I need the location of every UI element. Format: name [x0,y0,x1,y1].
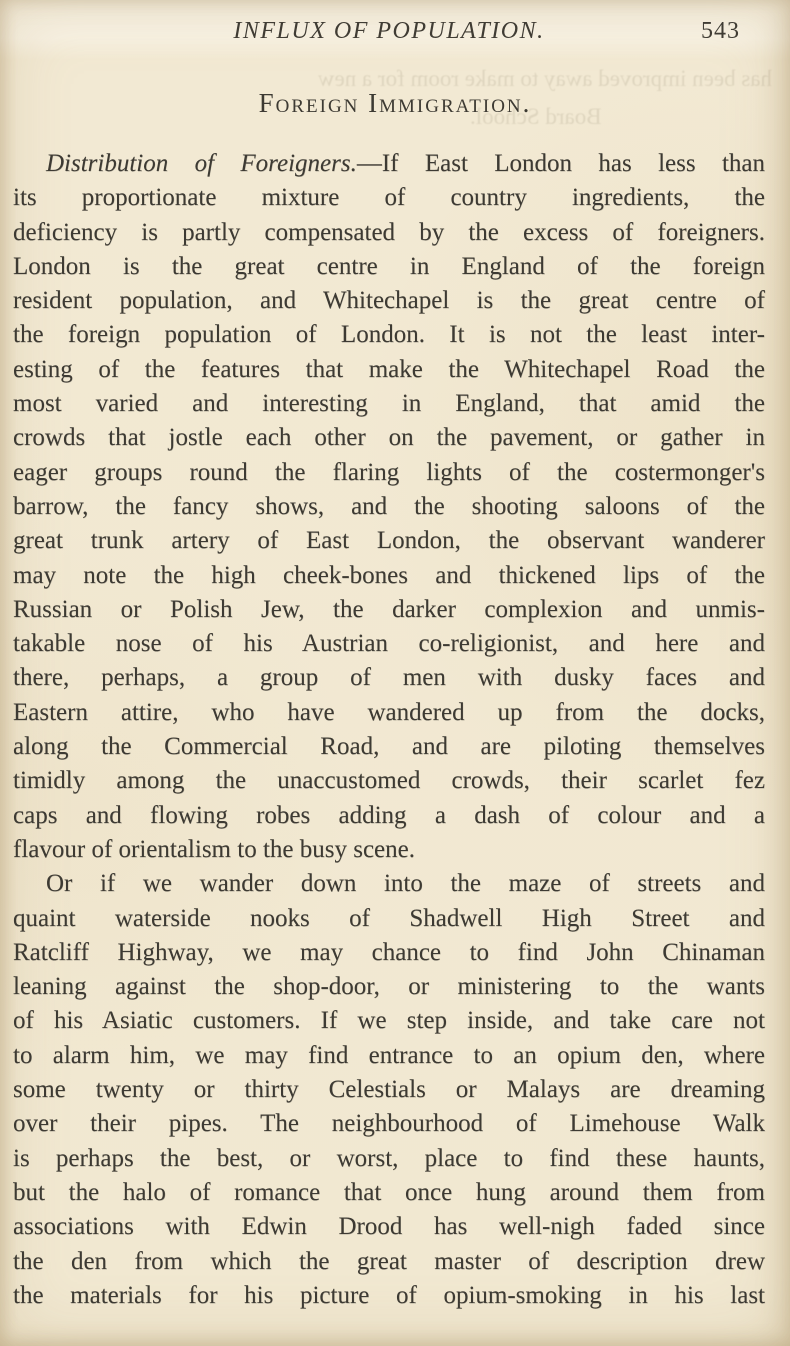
verso-bleed-through-text: Board School. [470,104,602,129]
text-line: Or if we wander down into the maze of streets and [46,870,765,898]
page-number: 543 [701,18,740,44]
paragraph [13,147,765,867]
text-line: there, perhaps, a group of men with dusky faces and [13,664,765,692]
text-line: is perhaps the best, or worst, place to find these haunts, [13,1144,765,1172]
text-line: deficiency is partly compensated by the excess of foreigners. [13,218,765,246]
text-line: may note the high cheek-bones and thickened lips of the [13,561,765,589]
text-line: Russian or Polish Jew, the darker complexion and unmis- [13,595,765,623]
text-line: great trunk artery of East London, the observant wanderer [13,527,765,555]
text-line: eager groups round the flaring lights of the costermonger's [13,458,765,486]
text-line: the den from which the great master of description drew [13,1247,765,1275]
text-line: resident population, and Whitechapel is the great centre of [13,287,765,315]
text-line: leaning against the shop-door, or ministering to the wants [13,973,765,1001]
text-line: the materials for his picture of opium-smoking in his last [13,1281,765,1309]
text-line: over their pipes. The neighbourhood of Limehouse Walk [13,1110,765,1138]
text-line: quaint waterside nooks of Shadwell High Street and [13,904,765,932]
text-line: London is the great centre in England of the foreign [13,252,765,280]
text-line: some twenty or thirty Celestials or Malays are dreaming [13,1076,765,1104]
text-line: Distribution of Foreigners.—If East London has less than [46,150,765,177]
text-line: associations with Edwin Drood has well-nigh faded since [13,1213,765,1241]
running-header-row [14,18,764,48]
section-heading: Foreign Immigration. [258,88,532,118]
text-line: but the halo of romance that once hung around them from [13,1178,765,1206]
text-line: Eastern attire, who have wandered up from the docks, [13,698,765,726]
text-line: to alarm him, we may find entrance to an opium den, where [13,1041,765,1069]
text-line: caps and flowing robes adding a dash of colour and a [13,801,765,829]
verso-bleed-through-text: has been improved away to make room for a new [317,66,772,91]
text-line: most varied and interesting in England, that amid the [13,390,765,418]
text-line: the foreign population of London. It is not the least inter- [13,321,765,349]
paragraph [13,867,765,1313]
text-line: takable nose of his Austrian co-religionist, and here and [13,630,765,658]
text-line: of his Asiatic customers. If we step inside, and take care not [13,1007,765,1035]
text-line: its proportionate mixture of country ingredients, the [13,184,765,212]
text-line: crowds that jostle each other on the pavement, or gather in [13,424,765,452]
text-line: flavour of orientalism to the busy scene. [13,835,415,863]
text-line: timidly among the unaccustomed crowds, their scarlet fez [13,767,765,795]
italic-lead-text: Distribution of Foreigners. [46,150,357,177]
running-header: INFLUX OF POPULATION. [233,18,545,44]
text-line: esting of the features that make the Whitechapel Road the [13,355,765,383]
text-block [13,147,765,1313]
text-line: Ratcliff Highway, we may chance to find John Chinaman [13,938,765,966]
text-line: barrow, the fancy shows, and the shooting saloons of the [13,492,765,520]
text-line: along the Commercial Road, and are piloting themselves [13,733,765,761]
